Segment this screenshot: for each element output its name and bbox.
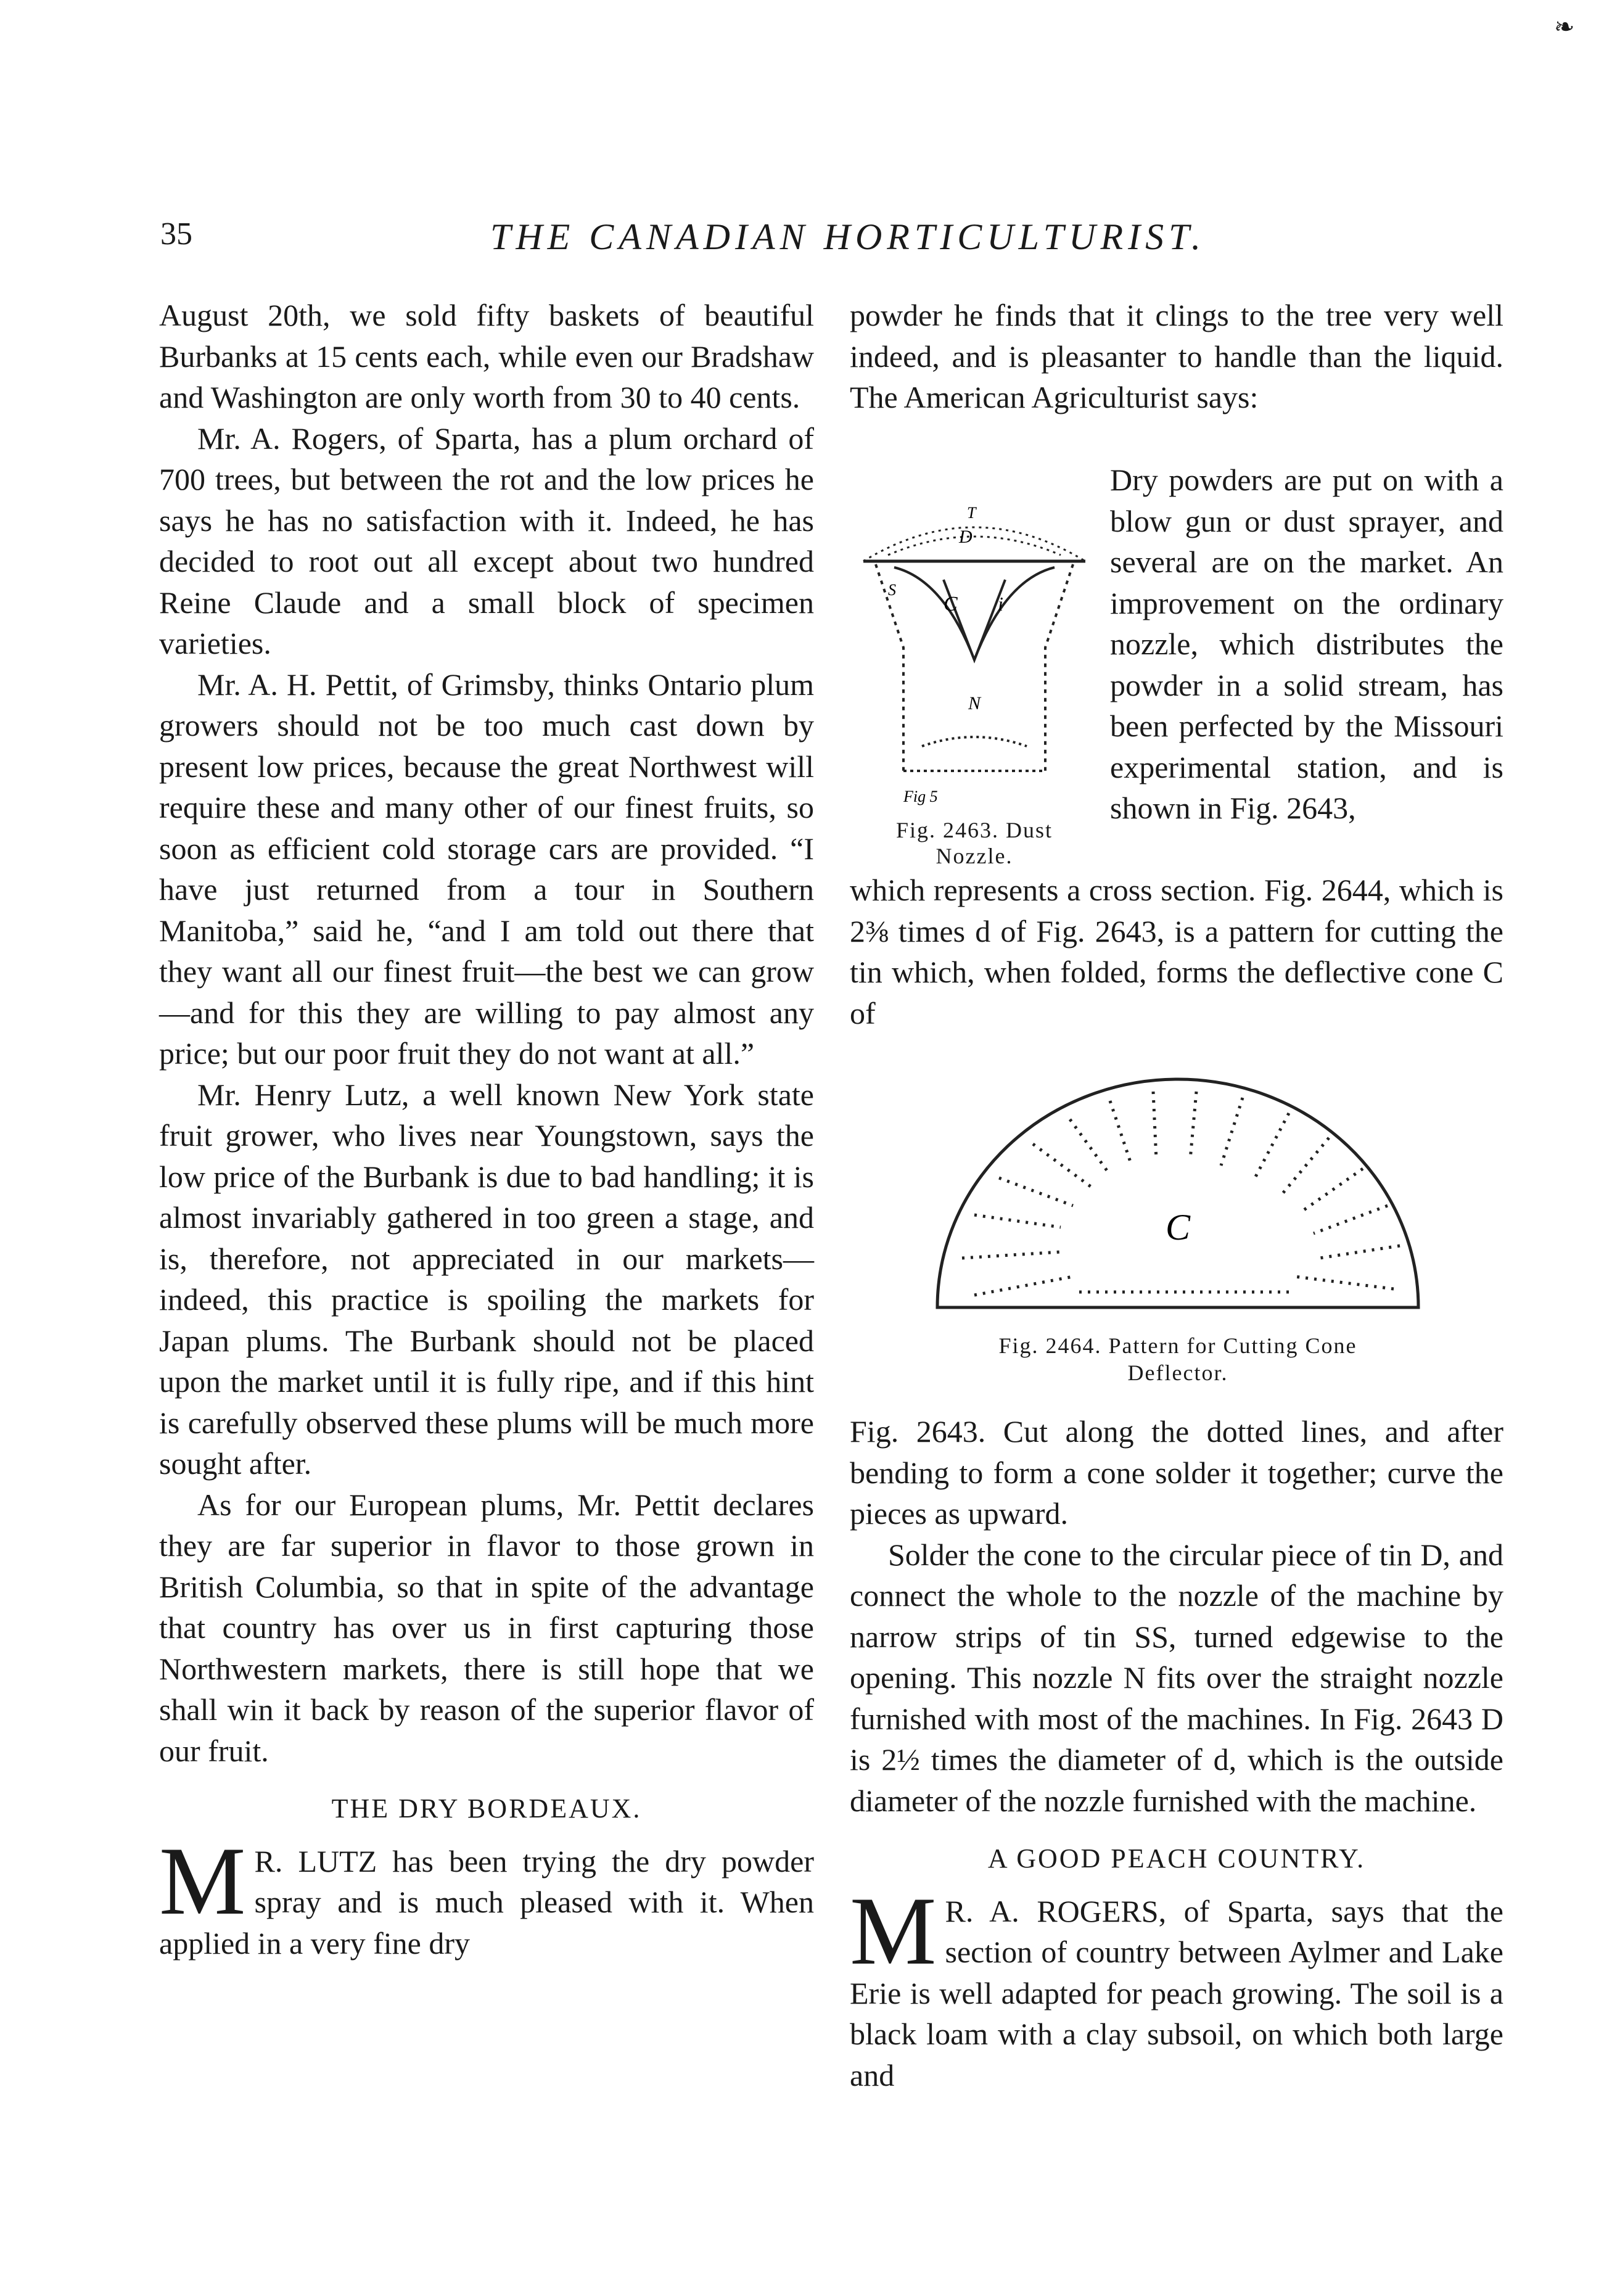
caption-line: Fig. 2463. Dust: [895, 818, 1053, 842]
paragraph: which represents a cross section. Fig. 2644, which is 2⅜ times d of Fig. 2643, is a pattern for cutting the tin which, when folded, forms the deflective cone C of: [850, 873, 1503, 1031]
figure-caption: [851, 817, 1098, 869]
section-text: R. LUTZ has been trying the dry powder spray and is much pleased with it. When applied in a very fine dry: [159, 1843, 814, 1961]
section-title-dry-bordeaux: THE DRY BORDEAUX.: [331, 1793, 642, 1824]
paragraph: powder he finds that it clings to the tree very well indeed, and is pleasanter to handle than the liquid. The American Agriculturist says:: [850, 298, 1503, 414]
paragraph: Fig. 2643. Cut along the dotted lines, and after bending to form a cone solder it together; curve the pieces as upward.: [850, 1414, 1503, 1531]
section-paragraph: [159, 1827, 814, 1964]
quote-continued: [850, 870, 1503, 1034]
label-c: C: [944, 593, 958, 615]
figure-dust-nozzle: [851, 481, 1098, 876]
right-column-bottom: [850, 1411, 1503, 2096]
label-n: N: [968, 693, 981, 714]
page-header: [160, 216, 1536, 271]
paragraph: As for our European plums, Mr. Pettit declares they are far superior in flavor to those grown in British Columbia, so that in spite of the advantage that country has over us in first capturing those Northwestern markets, there is still hope that we shall win it back by reason of the superior flavor of our fruit.: [159, 1487, 814, 1768]
paragraph: Dry powders are put on with a blow gun or dust sprayer, and several are on the market. An improvement on the ordinary nozzle, which distributes the powder in a solid stream, has been perfected by the Missouri experimental station, and is shown in Fig. 2643,: [1110, 463, 1503, 825]
section-paragraph: [850, 1877, 1503, 2096]
drop-cap: M: [850, 1877, 937, 1985]
paragraph: Solder the cone to the circular piece of tin D, and connect the whole to the nozzle of the machine by narrow strips of tin SS, turned edgewise to the opening. This nozzle N fits over the straight nozzle furnished with most of the machines. In Fig. 2643 D is 2½ times the diameter of d, which is the outside diameter of the nozzle furnished with the machine.: [850, 1537, 1503, 1818]
caption-line: Deflector.: [1127, 1360, 1228, 1385]
label-t: T: [967, 504, 976, 522]
section-text: R. A. ROGERS, of Sparta, says that the section of country between Aylmer and Lake Erie is well adapted for peach growing. The soil is a black loam with a clay subsoil, on which both large and: [850, 1893, 1503, 2092]
label-d: D: [959, 527, 973, 547]
cone-pattern-drawing: [925, 1073, 1431, 1332]
nozzle-drawing: [851, 481, 1098, 814]
section-title-peach-country: A GOOD PEACH COUNTRY.: [987, 1843, 1366, 1874]
corner-mark: ❧: [1554, 13, 1575, 41]
drop-cap: M: [159, 1827, 246, 1935]
paragraph: Mr. Henry Lutz, a well known New York state fruit grower, who lives near Youngstown, says the low price of the Burbank is due to bad handling; it is almost invariably gathered in too green a stage, and is, therefore, not appreciated in our markets—indeed, this practice is spoiling the markets for Japan plums. The Burbank should not be placed upon the market until it is fully ripe, and if this hint is carefully observed these plums will be much more sought after.: [159, 1077, 814, 1481]
label-i: i: [998, 593, 1003, 615]
quote-beside-figure: [1110, 459, 1503, 829]
label-fig: Fig 5: [903, 788, 938, 805]
figure-caption: [888, 1332, 1468, 1386]
label-s: S: [888, 581, 896, 599]
journal-title: THE CANADIAN HORTICULTURIST.: [490, 216, 1206, 257]
left-column: [159, 295, 814, 1964]
caption-line: Fig. 2464. Pattern for Cutting Cone: [998, 1333, 1357, 1358]
caption-line: Nozzle.: [936, 844, 1013, 868]
paragraph: Mr. A. Rogers, of Sparta, has a plum orchard of 700 trees, but between the rot and the low prices he says he has no satisfaction with it. Indeed, he has decided to root out all except about two hundred Reine Claude and a small block of specimen varieties.: [159, 421, 814, 660]
right-column-intro: [850, 295, 1503, 418]
page-number: 35: [160, 216, 192, 252]
paragraph: August 20th, we sold fifty baskets of beautiful Burbanks at 15 cents each, while even our Bradshaw and Washington are only worth from 30 to 40 cents.: [159, 298, 814, 414]
paragraph: Mr. A. H. Pettit, of Grimsby, thinks Ontario plum growers should not be too much cast down by present low prices, because the great Northwest will require these and many other of our finest fruits, so soon as efficient cold storage cars are provided. “I have just returned from a tour in Southern Manitoba,” said he, “and I am told out there that they want all our finest fruit—the best we can grow—and for this they are willing to pay almost any price; but our poor fruit they do not want at all.”: [159, 667, 814, 1071]
figure-cone-pattern: [925, 1073, 1431, 1394]
label-c: C: [1166, 1207, 1191, 1248]
